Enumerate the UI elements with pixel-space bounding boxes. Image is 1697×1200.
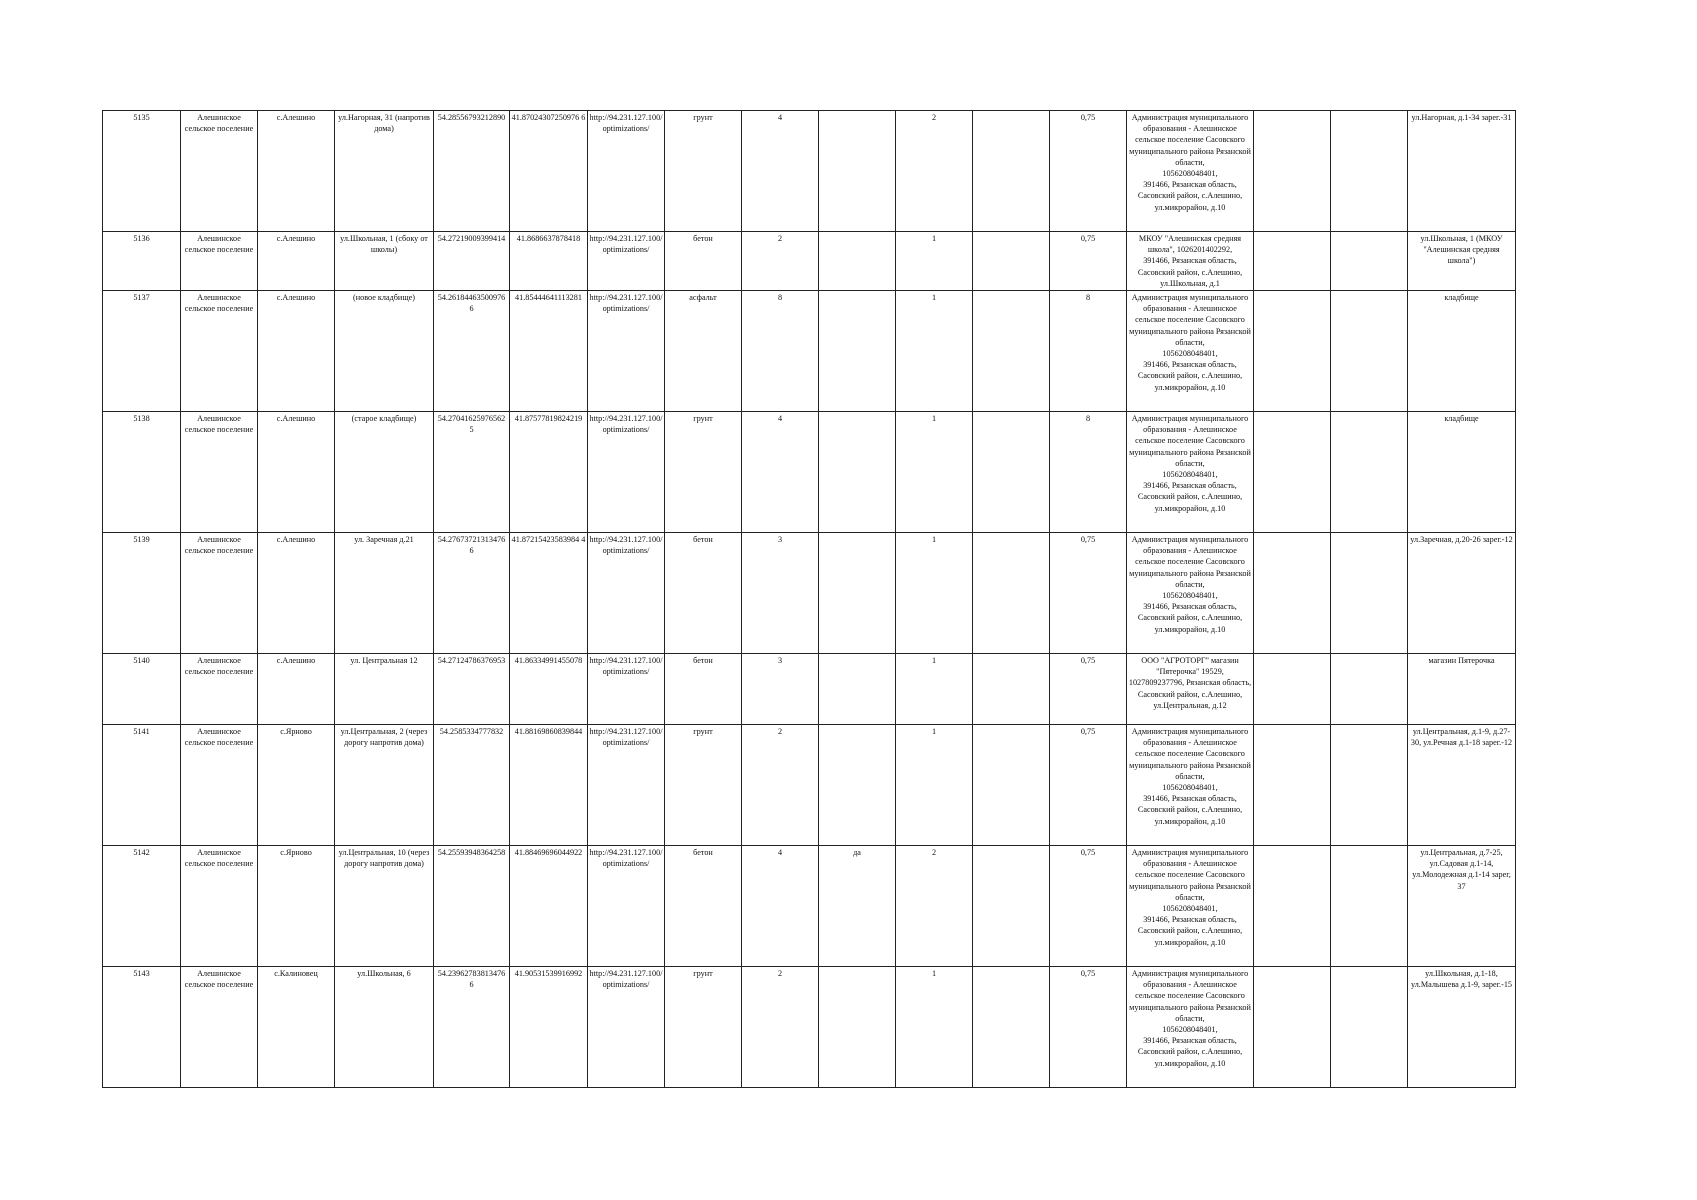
cell-empty xyxy=(973,725,1050,846)
cell-village: с.Алешино xyxy=(258,654,335,725)
cell-containers: 2 xyxy=(896,846,973,967)
cell-containers: 1 xyxy=(896,725,973,846)
cell-surface: бетон xyxy=(665,654,742,725)
cell-volume: 0,75 xyxy=(1050,846,1127,967)
cell-id: 5141 xyxy=(103,725,181,846)
cell-empty xyxy=(1254,232,1331,291)
cell-empty xyxy=(1331,533,1408,654)
cell-empty xyxy=(1254,111,1331,232)
cell-url: http://94.231.127.100/optimizations/ xyxy=(588,725,665,846)
cell-village: с.Алешино xyxy=(258,412,335,533)
cell-settlement: Алешинское сельское поселение xyxy=(181,533,258,654)
cell-id: 5135 xyxy=(103,111,181,232)
table-row xyxy=(103,967,1516,1088)
cell-id: 5138 xyxy=(103,412,181,533)
cell-empty xyxy=(1254,291,1331,412)
cell-fence xyxy=(819,111,896,232)
cell-empty xyxy=(973,654,1050,725)
cell-village: с.Алешино xyxy=(258,111,335,232)
table-row xyxy=(103,291,1516,412)
cell-owner: Администрация муниципального образования - Алешинское сельское поселение Сасовского муниципального района Рязанской области, 1056208048401, 391466, Рязанская область, Сасовский район, с.Алешино, ул.микрорайон, д.10 xyxy=(1127,725,1254,846)
cell-address: ул.Центральная, 2 (через дорогу напротив дома) xyxy=(335,725,434,846)
cell-sources: кладбище xyxy=(1408,412,1516,533)
cell-empty xyxy=(1331,111,1408,232)
cell-fence xyxy=(819,654,896,725)
cell-empty xyxy=(973,111,1050,232)
cell-latitude: 54.2585334777832 xyxy=(434,725,510,846)
cell-latitude: 54.25593948364258 xyxy=(434,846,510,967)
cell-address: ул.Нагорная, 31 (напротив дома) xyxy=(335,111,434,232)
cell-settlement: Алешинское сельское поселение xyxy=(181,412,258,533)
cell-owner: Администрация муниципального образования - Алешинское сельское поселение Сасовского муниципального района Рязанской области, 1056208048401, 391466, Рязанская область, Сасовский район, с.Алешино, ул.микрорайон, д.10 xyxy=(1127,846,1254,967)
cell-containers: 1 xyxy=(896,412,973,533)
cell-address: ул. Заречная д.21 xyxy=(335,533,434,654)
cell-latitude: 54.27041625976562 5 xyxy=(434,412,510,533)
cell-surface: бетон xyxy=(665,232,742,291)
cell-surface: бетон xyxy=(665,846,742,967)
cell-id: 5139 xyxy=(103,533,181,654)
cell-village: с.Алешино xyxy=(258,291,335,412)
cell-empty xyxy=(1331,291,1408,412)
cell-area: 8 xyxy=(742,291,819,412)
cell-latitude: 54.23962783813476 6 xyxy=(434,967,510,1088)
cell-longitude: 41.87024307250976 6 xyxy=(510,111,588,232)
cell-address: ул.Центральная, 10 (через дорогу напротив дома) xyxy=(335,846,434,967)
cell-volume: 0,75 xyxy=(1050,967,1127,1088)
cell-empty xyxy=(1331,232,1408,291)
cell-sources: ул.Центральная, д.1-9, д.27-30, ул.Речная д.1-18 зарег.-12 xyxy=(1408,725,1516,846)
cell-surface: грунт xyxy=(665,111,742,232)
cell-longitude: 41.87577819824219 xyxy=(510,412,588,533)
cell-latitude: 54.28556793212890 xyxy=(434,111,510,232)
cell-area: 4 xyxy=(742,846,819,967)
table-row xyxy=(103,533,1516,654)
cell-owner: Администрация муниципального образования - Алешинское сельское поселение Сасовского муниципального района Рязанской области, 1056208048401, 391466, Рязанская область, Сасовский район, с.Алешино, ул.микрорайон, д.10 xyxy=(1127,412,1254,533)
cell-id: 5143 xyxy=(103,967,181,1088)
cell-empty xyxy=(973,291,1050,412)
cell-sources: ул.Школьная, д.1-18, ул.Малышева д.1-9, зарег.-15 xyxy=(1408,967,1516,1088)
table-row xyxy=(103,232,1516,291)
cell-sources: ул.Заречная, д.20-26 зарег.-12 xyxy=(1408,533,1516,654)
cell-url: http://94.231.127.100/optimizations/ xyxy=(588,412,665,533)
cell-latitude: 54.26184463500976 6 xyxy=(434,291,510,412)
cell-area: 2 xyxy=(742,967,819,1088)
cell-longitude: 41.85444641113281 xyxy=(510,291,588,412)
cell-url: http://94.231.127.100/optimizations/ xyxy=(588,654,665,725)
cell-settlement: Алешинское сельское поселение xyxy=(181,654,258,725)
cell-empty xyxy=(1331,967,1408,1088)
cell-address: (новое кладбище) xyxy=(335,291,434,412)
registry-table xyxy=(102,110,1516,1088)
cell-fence xyxy=(819,291,896,412)
cell-empty xyxy=(1254,967,1331,1088)
table-body xyxy=(103,111,1516,1088)
cell-url: http://94.231.127.100/optimizations/ xyxy=(588,111,665,232)
cell-fence xyxy=(819,412,896,533)
cell-containers: 2 xyxy=(896,111,973,232)
cell-latitude: 54.27673721313476 6 xyxy=(434,533,510,654)
cell-containers: 1 xyxy=(896,967,973,1088)
cell-address: ул.Школьная, 6 xyxy=(335,967,434,1088)
cell-empty xyxy=(1254,725,1331,846)
cell-sources: ул.Нагорная, д.1-34 зарег.-31 xyxy=(1408,111,1516,232)
cell-empty xyxy=(973,412,1050,533)
cell-surface: асфальт xyxy=(665,291,742,412)
cell-empty xyxy=(1254,654,1331,725)
cell-sources: ул.Школьная, 1 (МКОУ "Алешинская средняя школа") xyxy=(1408,232,1516,291)
cell-fence xyxy=(819,967,896,1088)
cell-owner: Администрация муниципального образования - Алешинское сельское поселение Сасовского муниципального района Рязанской области, 1056208048401, 391466, Рязанская область, Сасовский район, с.Алешино, ул.микрорайон, д.10 xyxy=(1127,533,1254,654)
cell-volume: 0,75 xyxy=(1050,111,1127,232)
cell-settlement: Алешинское сельское поселение xyxy=(181,232,258,291)
cell-empty xyxy=(1331,725,1408,846)
cell-owner: Администрация муниципального образования - Алешинское сельское поселение Сасовского муниципального района Рязанской области, 1056208048401, 391466, Рязанская область, Сасовский район, с.Алешино, ул.микрорайон, д.10 xyxy=(1127,291,1254,412)
cell-longitude: 41.88169860839844 xyxy=(510,725,588,846)
cell-empty xyxy=(973,232,1050,291)
cell-empty xyxy=(1331,412,1408,533)
cell-village: с.Калиновец xyxy=(258,967,335,1088)
cell-id: 5140 xyxy=(103,654,181,725)
cell-empty xyxy=(973,846,1050,967)
cell-id: 5137 xyxy=(103,291,181,412)
cell-longitude: 41.87215423583984 4 xyxy=(510,533,588,654)
cell-url: http://94.231.127.100/optimizations/ xyxy=(588,232,665,291)
cell-fence xyxy=(819,725,896,846)
cell-fence: да xyxy=(819,846,896,967)
cell-empty xyxy=(1331,654,1408,725)
cell-village: с.Ярново xyxy=(258,725,335,846)
cell-surface: бетон xyxy=(665,533,742,654)
cell-longitude: 41.90531539916992 xyxy=(510,967,588,1088)
cell-owner: МКОУ "Алешинская средняя школа", 1026201402292, 391466, Рязанская область, Сасовский район, с.Алешино, ул.Школьная, д.1 xyxy=(1127,232,1254,291)
cell-url: http://94.231.127.100/optimizations/ xyxy=(588,967,665,1088)
cell-surface: грунт xyxy=(665,412,742,533)
cell-owner: Администрация муниципального образования - Алешинское сельское поселение Сасовского муниципального района Рязанской области, 1056208048401, 391466, Рязанская область, Сасовский район, с.Алешино, ул.микрорайон, д.10 xyxy=(1127,111,1254,232)
cell-address: (старое кладбище) xyxy=(335,412,434,533)
cell-fence xyxy=(819,232,896,291)
cell-containers: 1 xyxy=(896,232,973,291)
cell-longitude: 41.88469696044922 xyxy=(510,846,588,967)
cell-settlement: Алешинское сельское поселение xyxy=(181,725,258,846)
cell-id: 5142 xyxy=(103,846,181,967)
cell-volume: 8 xyxy=(1050,412,1127,533)
cell-settlement: Алешинское сельское поселение xyxy=(181,111,258,232)
cell-volume: 8 xyxy=(1050,291,1127,412)
cell-area: 4 xyxy=(742,412,819,533)
table-row xyxy=(103,111,1516,232)
cell-area: 2 xyxy=(742,725,819,846)
cell-empty xyxy=(1254,533,1331,654)
cell-settlement: Алешинское сельское поселение xyxy=(181,291,258,412)
cell-volume: 0,75 xyxy=(1050,533,1127,654)
cell-volume: 0,75 xyxy=(1050,232,1127,291)
cell-id: 5136 xyxy=(103,232,181,291)
table-row xyxy=(103,725,1516,846)
cell-address: ул.Школьная, 1 (сбоку от школы) xyxy=(335,232,434,291)
cell-containers: 1 xyxy=(896,533,973,654)
cell-area: 3 xyxy=(742,533,819,654)
cell-longitude: 41.8686637878418 xyxy=(510,232,588,291)
cell-latitude: 54.27124786376953 xyxy=(434,654,510,725)
cell-surface: грунт xyxy=(665,725,742,846)
table-row xyxy=(103,846,1516,967)
cell-village: с.Ярново xyxy=(258,846,335,967)
cell-address: ул. Центральная 12 xyxy=(335,654,434,725)
cell-sources: ул.Центральная, д.7-25, ул.Садовая д.1-14, ул.Молодежная д.1-14 зарег, 37 xyxy=(1408,846,1516,967)
cell-settlement: Алешинское сельское поселение xyxy=(181,967,258,1088)
cell-sources: кладбище xyxy=(1408,291,1516,412)
cell-empty xyxy=(1331,846,1408,967)
cell-village: с.Алешино xyxy=(258,232,335,291)
cell-surface: грунт xyxy=(665,967,742,1088)
cell-containers: 1 xyxy=(896,654,973,725)
table-row xyxy=(103,412,1516,533)
cell-longitude: 41.86334991455078 xyxy=(510,654,588,725)
cell-empty xyxy=(1254,412,1331,533)
cell-empty xyxy=(1254,846,1331,967)
cell-url: http://94.231.127.100/optimizations/ xyxy=(588,846,665,967)
cell-empty xyxy=(973,967,1050,1088)
cell-latitude: 54.27219009399414 xyxy=(434,232,510,291)
cell-area: 3 xyxy=(742,654,819,725)
cell-empty xyxy=(973,533,1050,654)
cell-url: http://94.231.127.100/optimizations/ xyxy=(588,533,665,654)
cell-area: 4 xyxy=(742,111,819,232)
cell-volume: 0,75 xyxy=(1050,725,1127,846)
cell-area: 2 xyxy=(742,232,819,291)
cell-volume: 0,75 xyxy=(1050,654,1127,725)
cell-containers: 1 xyxy=(896,291,973,412)
cell-url: http://94.231.127.100/optimizations/ xyxy=(588,291,665,412)
table-row xyxy=(103,654,1516,725)
cell-village: с.Алешино xyxy=(258,533,335,654)
cell-fence xyxy=(819,533,896,654)
cell-owner: ООО "АГРОТОРГ" магазин "Пятерочка" 19529, 1027809237796, Рязанская область, Сасовский район, с.Алешино, ул.Центральная, д.12 xyxy=(1127,654,1254,725)
cell-settlement: Алешинское сельское поселение xyxy=(181,846,258,967)
cell-sources: магазин Пятерочка xyxy=(1408,654,1516,725)
cell-owner: Администрация муниципального образования - Алешинское сельское поселение Сасовского муниципального района Рязанской области, 1056208048401, 391466, Рязанская область, Сасовский район, с.Алешино, ул.микрорайон, д.10 xyxy=(1127,967,1254,1088)
